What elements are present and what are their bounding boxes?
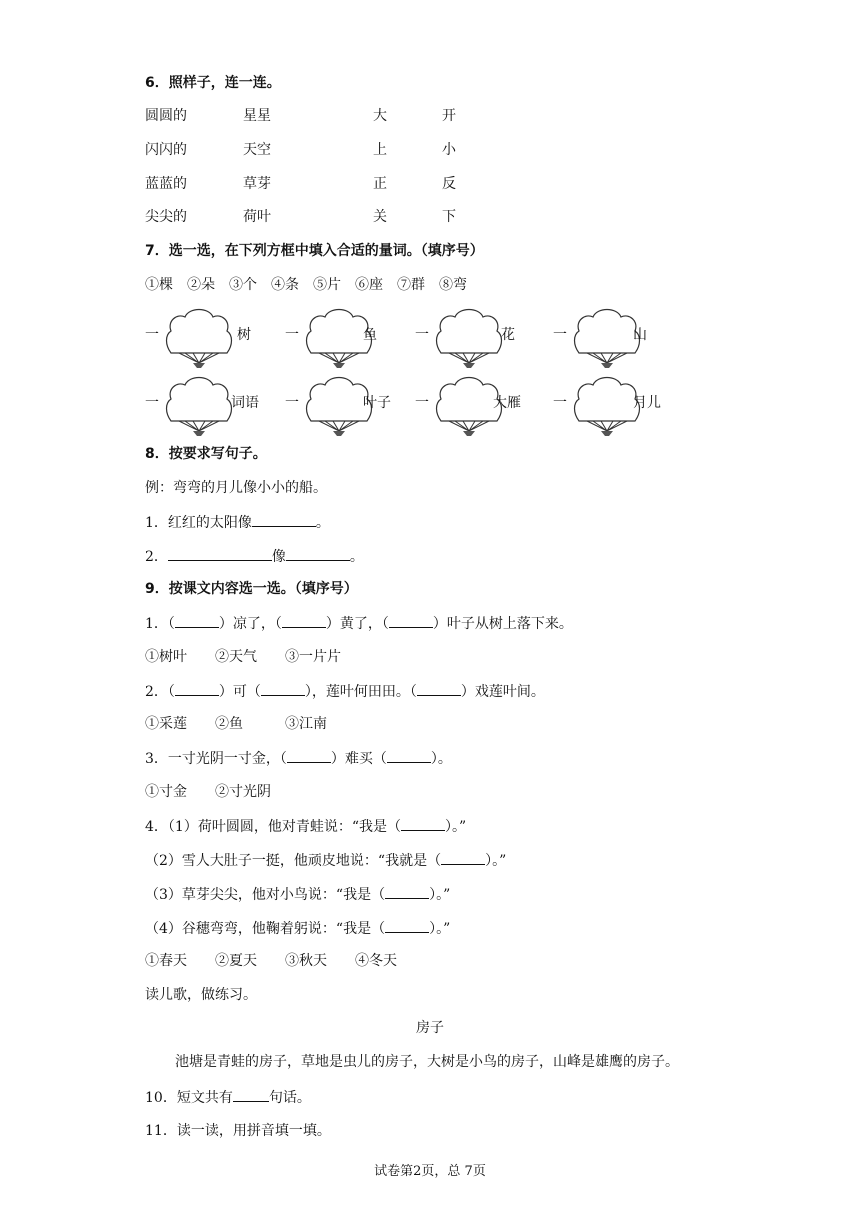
answer-blank[interactable] [401,816,445,831]
q9-sentence-3 [145,748,452,769]
measure-target-word: 月儿 [633,395,661,411]
q6-middle-word-4: 荷叶 [243,209,271,225]
text: （2）雪人大肚子一挺，他顽皮地说：“我就是（ [145,853,442,869]
dash: 一 [415,327,429,343]
q7-options: ①棵 ②朵 ③个 ④条 ⑤片 ⑥座 ⑦群 ⑧弯 [145,277,467,293]
q6-left-word-2: 闪闪的 [145,142,187,158]
q9-options-2: ①采莲 ②鱼 ③江南 [145,716,327,732]
shell-item [553,371,693,437]
q6-middle-word-1: 星星 [243,108,271,124]
page-footer: 试卷第2页，总 7页 [374,1164,486,1179]
poem-title: 房子 [416,1020,444,1036]
measure-target-word: 山 [633,327,647,343]
shell-item [145,303,285,369]
text: ）。” [485,853,507,869]
reading-intro: 读儿歌，做练习。 [145,987,257,1003]
q8-line-2-post: 。 [349,549,364,565]
measure-target-word: 鱼 [363,327,377,343]
q8-example: 例：弯弯的月儿像小小的船。 [145,480,327,496]
answer-blank[interactable] [286,546,350,561]
shell-item [145,371,285,437]
q9-sentence-1 [145,613,573,634]
text: 4．（1）荷叶圆圆，他对青蛙说：“我是（ [145,819,401,835]
q6-right-a-word-3: 正 [373,176,387,192]
measure-target-word: 叶子 [363,395,391,411]
shell-item [553,303,693,369]
q8-line-1-pre: 1．红红的太阳像 [145,515,252,531]
q9-title: 9．按课文内容选一选。（填序号） [145,581,358,597]
text: ）戏莲叶间。 [460,684,545,700]
shell-answer-box[interactable] [433,305,505,369]
shell-answer-box[interactable] [163,373,235,437]
answer-blank[interactable] [168,546,272,561]
answer-blank[interactable] [287,748,331,763]
q9-options-3: ①寸金 ②寸光阴 [145,784,271,800]
q7-shell-row-1 [145,303,705,369]
q6-right-b-word-3: 反 [442,176,456,192]
text: ）。” [429,921,451,937]
text: ）难买（ [330,751,387,767]
text: 2．（ [145,684,175,700]
answer-blank[interactable] [282,613,326,628]
text: ），莲叶何田田。（ [304,684,417,700]
text: 10．短文共有 [145,1090,233,1106]
answer-blank[interactable] [441,850,485,865]
q8-line-1-post: 。 [315,515,330,531]
answer-blank[interactable] [233,1087,269,1102]
dash: 一 [285,327,299,343]
dash: 一 [145,395,159,411]
q6-right-b-word-2: 小 [442,142,456,158]
q6-left-word-3: 蓝蓝的 [145,176,187,192]
text: 句话。 [268,1090,311,1106]
q11: 11．读一读，用拼音填一填。 [145,1123,331,1139]
answer-blank[interactable] [417,681,461,696]
dash: 一 [145,327,159,343]
q8-title: 8．按要求写句子。 [145,446,267,462]
q6-right-a-word-2: 上 [373,142,387,158]
q6-right-a-word-4: 关 [373,209,387,225]
q9-sentence-2 [145,681,545,702]
text: ）可（ [218,684,261,700]
text: （3）草芽尖尖，他对小鸟说：“我是（ [145,887,386,903]
shell-item [285,303,425,369]
q7-shell-row-2 [145,371,705,437]
q10 [145,1087,311,1108]
shell-item [415,371,555,437]
text: ）黄了，（ [325,616,389,632]
q6-right-a-word-1: 大 [373,108,387,124]
q6-left-word-4: 尖尖的 [145,209,187,225]
dash: 一 [553,327,567,343]
q9-sentence-4-3 [145,884,450,905]
q8-line-2-mid: 像 [271,549,286,565]
text: 3．一寸光阴一寸金，（ [145,751,287,767]
text: 1．（ [145,616,175,632]
answer-blank[interactable] [389,613,433,628]
q6-title: 6．照样子，连一连。 [145,75,281,91]
answer-blank[interactable] [387,748,431,763]
measure-target-word: 树 [237,327,251,343]
q8-line-1 [145,512,330,533]
measure-target-word: 大雁 [493,395,521,411]
q9-options-1: ①树叶 ②天气 ③一片片 [145,649,341,665]
shell-item [415,303,555,369]
q9-options-4: ①春天 ②夏天 ③秋天 ④冬天 [145,953,397,969]
dash: 一 [553,395,567,411]
answer-blank[interactable] [261,681,305,696]
shell-item [285,371,425,437]
q9-sentence-4-4 [145,918,450,939]
text: ）。” [444,819,467,835]
text: ）凉了，（ [218,616,282,632]
text: ）。 [430,751,452,767]
q7-title: 7．选一选，在下列方框中填入合适的量词。（填序号） [145,243,484,259]
answer-blank[interactable] [252,512,316,527]
text: （4）谷穗弯弯，他鞠着躬说：“我是（ [145,921,386,937]
measure-target-word: 词语 [231,395,259,411]
shell-answer-box[interactable] [163,305,235,369]
dash: 一 [415,395,429,411]
answer-blank[interactable] [385,884,429,899]
q6-right-b-word-1: 开 [442,108,456,124]
dash: 一 [285,395,299,411]
q8-line-2-pre: 2． [145,549,168,565]
q8-line-2 [145,546,364,567]
text: ）。” [429,887,451,903]
answer-blank[interactable] [175,681,219,696]
q9-sentence-4-2 [145,850,506,871]
poem-text: 池塘是青蛙的房子，草地是虫儿的房子，大树是小鸟的房子，山峰是雄鹰的房子。 [175,1054,679,1070]
answer-blank[interactable] [175,613,219,628]
q6-middle-word-3: 草芽 [243,176,271,192]
measure-target-word: 花 [501,327,515,343]
text: ）叶子从树上落下来。 [432,616,573,632]
q6-right-b-word-4: 下 [442,209,456,225]
answer-blank[interactable] [385,918,429,933]
q6-middle-word-2: 天空 [243,142,271,158]
q6-left-word-1: 圆圆的 [145,108,187,124]
q9-sentence-4-1 [145,816,466,837]
